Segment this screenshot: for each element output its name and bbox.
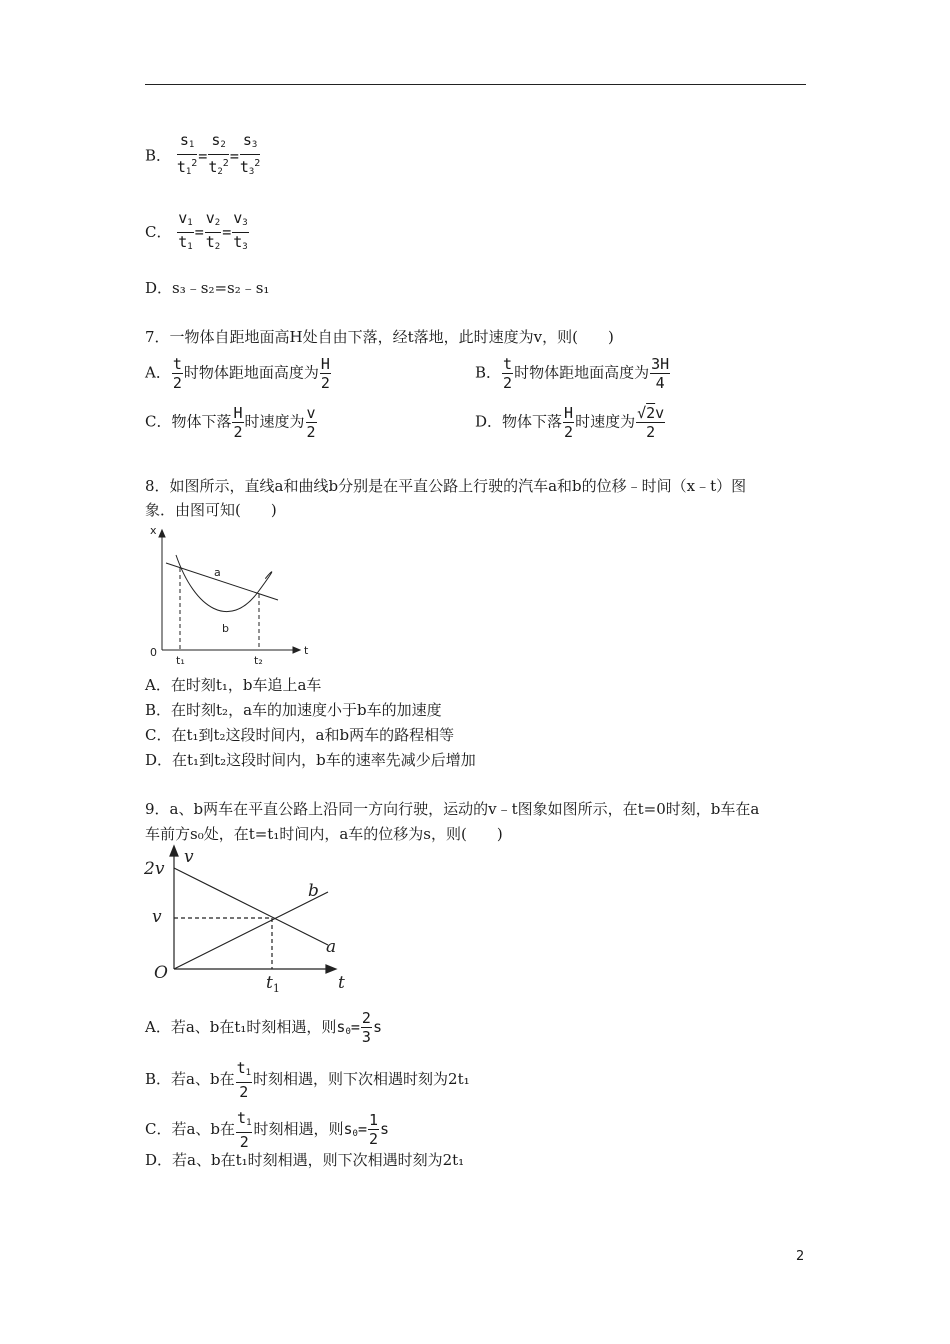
q9-stem-line2: 车前方s₀处，在t=t₁时间内，a车的位移为s，则( ): [145, 825, 503, 843]
option-text: 时速度为: [575, 412, 636, 431]
q7-option-d: [475, 405, 666, 440]
option-label: C．: [145, 223, 172, 241]
q6-option-b: [145, 132, 261, 180]
q8-option-d: D．在t₁到t₂这段时间内，b车的速率先减少后增加: [145, 751, 476, 769]
line-a: [166, 563, 278, 600]
fraction-t-over-2: $\frac{t}{2}$: [503, 355, 513, 392]
q8-option-c: C．在t₁到t₂这段时间内，a和b两车的路程相等: [145, 726, 455, 744]
option-text: 时速度为: [244, 412, 305, 431]
t1-label: t₁: [176, 654, 185, 667]
v-axis-arrow: [170, 846, 178, 856]
q6-b-formula: $\frac{s_1}{t_1^2}$ = $\frac{s_2}{t_2^2}$ = $\frac{s_3}{t_3^2}$: [176, 131, 261, 177]
option-label: D．: [145, 279, 173, 297]
q9-option-c: [145, 1110, 389, 1150]
line-a-label: a: [326, 937, 337, 957]
t-axis-label: t: [338, 973, 345, 992]
option-text: 时物体距地面高度为: [183, 363, 319, 382]
q9-vt-graph: [140, 842, 355, 992]
q8-option-b: B．在时刻t₂，a车的加速度小于b车的加速度: [145, 701, 442, 719]
origin-label: O: [154, 963, 168, 983]
t-axis-label: t: [304, 644, 309, 657]
fraction-sqrt2v-over-2: $\frac{√2v}{2}$: [637, 404, 665, 441]
s0-eq-1-2-s: $s_0=$ $\frac{1}{2}$ s: [343, 1111, 390, 1148]
q6-option-c: [145, 210, 250, 255]
line-b: [174, 892, 328, 969]
fraction-3H-over-4: $\frac{3H}{4}$: [651, 355, 670, 392]
fraction-v-over-2: $\frac{v}{2}$: [306, 404, 316, 441]
s0-eq-2-3-s: $s_0=$ $\frac{2}{3}$ s: [336, 1009, 382, 1046]
option-text: 时刻相遇，则下次相遇时刻为2t₁: [253, 1070, 470, 1088]
option-text: s₃﹣s₂=s₂﹣s₁: [172, 279, 270, 297]
v-label: v: [152, 907, 162, 927]
curve-b: [176, 555, 272, 612]
t-axis-arrow: [326, 965, 336, 973]
fraction-H-over-2: $\frac{H}{2}$: [233, 404, 243, 441]
q7-stem: 7．一物体自距地面高H处自由下落，经t落地，此时速度为v，则( ): [145, 328, 614, 346]
q7-option-a: [145, 356, 332, 391]
option-label: C．物体下落: [145, 412, 232, 431]
fraction-H-over-2: $\frac{H}{2}$: [320, 355, 330, 392]
option-text: 时物体距地面高度为: [514, 363, 650, 382]
option-label: D．物体下落: [475, 412, 563, 431]
q8-option-a: A．在时刻t₁，b车追上a车: [145, 676, 322, 694]
origin-label: 0: [150, 646, 157, 659]
fraction-t1-over-2: $\frac{t_1}{2}$: [237, 1109, 252, 1151]
option-label: B．若a、b在: [145, 1070, 235, 1088]
x-axis-label: x: [150, 524, 157, 537]
option-label: B．: [145, 146, 172, 165]
q9-option-b: [145, 1060, 470, 1100]
q8-stem-line2: 象．由图可知( ): [145, 501, 277, 519]
t2-label: t₂: [254, 654, 263, 667]
2v-label: 2v: [144, 859, 165, 879]
t1-label: $t_1$: [266, 973, 280, 992]
line-a: [174, 868, 328, 945]
line-a-label: a: [214, 566, 221, 579]
option-label: C．若a、b在: [145, 1120, 236, 1138]
option-label: A．: [145, 363, 171, 382]
q6-option-d: [145, 278, 269, 298]
page-number: 2: [796, 1249, 805, 1264]
line-b-label: b: [308, 881, 319, 901]
t-axis-arrow: [293, 647, 300, 653]
q9-option-a: [145, 1010, 382, 1045]
q7-option-c: [145, 405, 318, 440]
x-axis-arrow: [159, 530, 165, 537]
q6-c-formula: $\frac{v_1}{t_1}$ = $\frac{v_2}{t_2}$ = $\frac{v_3}{t_3}$: [178, 209, 248, 252]
fraction-t-over-2: $\frac{t}{2}$: [172, 355, 182, 392]
q9-stem-line1: 9．a、b两车在平直公路上沿同一方向行驶，运动的v﹣t图象如图所示，在t=0时刻，b车在a: [145, 800, 760, 818]
fraction-t1-over-2: $\frac{t_1}{2}$: [236, 1059, 252, 1101]
header-rule: [145, 84, 806, 85]
fraction-H-over-2: $\frac{H}{2}$: [564, 404, 574, 441]
v-axis-label: v: [184, 847, 194, 867]
option-text: 时刻相遇，则: [253, 1120, 344, 1138]
q9-option-d: D．若a、b在t₁时刻相遇，则下次相遇时刻为2t₁: [145, 1151, 465, 1169]
option-label: B．: [475, 363, 502, 382]
q8-stem-line1: 8．如图所示，直线a和曲线b分别是在平直公路上行驶的汽车a和b的位移﹣时间（x﹣t）图: [145, 477, 747, 495]
curve-b-label: b: [222, 622, 229, 635]
option-text: A．若a、b在t₁时刻相遇，则: [145, 1018, 337, 1036]
q7-option-b: [475, 356, 671, 391]
q8-xt-graph: [140, 520, 315, 670]
